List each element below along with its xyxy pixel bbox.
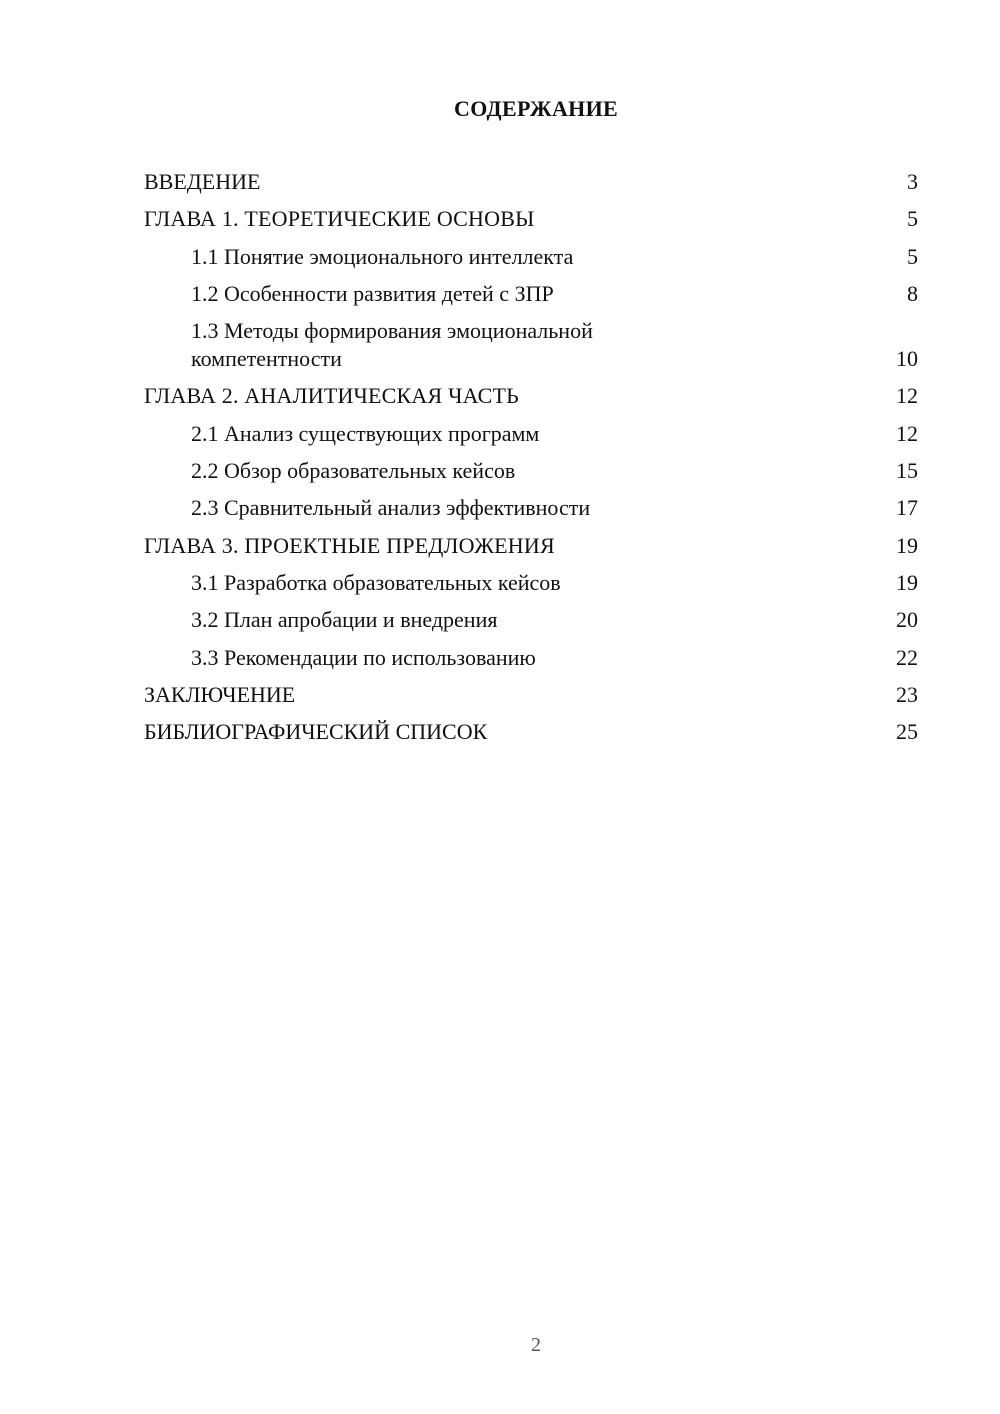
toc-entry-page: 10 (896, 346, 918, 372)
toc-entry-label: ВВЕДЕНИЕ (144, 169, 261, 194)
toc-entry-label: ГЛАВА 3. ПРОЕКТНЫЕ ПРЕДЛОЖЕНИЯ (144, 532, 555, 558)
toc-entry-page: 22 (896, 644, 918, 670)
toc-entry-chapter-2[interactable] (144, 382, 918, 410)
toc-entry-section-1-3[interactable] (144, 317, 918, 373)
toc-entry-page: 5 (907, 243, 918, 269)
toc-entry-label: 3.1 Разработка образовательных кейсов (191, 569, 561, 595)
toc-entry-chapter-3[interactable] (144, 532, 918, 560)
toc-entry-label: 2.3 Сравнительный анализ эффективности (191, 495, 591, 521)
toc-entry-section-1-1[interactable] (144, 243, 918, 271)
toc-entry-page: 15 (896, 458, 918, 484)
toc-entry-page: 25 (896, 719, 918, 745)
toc-entry-page: 23 (896, 681, 918, 707)
toc-entry-section-2-3[interactable] (144, 494, 918, 522)
toc-entry-label: 1.1 Понятие эмоционального интеллекта (191, 243, 574, 269)
toc-entry-label: ЗАКЛЮЧЕНИЕ (144, 681, 296, 707)
toc-entry-page: 17 (896, 495, 918, 521)
toc-entry-chapter-1[interactable] (144, 205, 918, 233)
toc-entry-label: ГЛАВА 2. АНАЛИТИЧЕСКАЯ ЧАСТЬ (144, 383, 519, 409)
toc-entry-page: 12 (896, 420, 918, 446)
toc-entry-page: 8 (907, 280, 918, 306)
toc-entry-page: 12 (896, 383, 918, 409)
toc-entry-section-3-3[interactable] (144, 644, 918, 672)
toc-entry-page: 3 (907, 169, 918, 194)
toc-entry-conclusion[interactable] (144, 681, 918, 709)
toc-entry-label: 3.3 Рекомендации по использованию (191, 644, 536, 670)
toc-entry-section-2-2[interactable] (144, 457, 918, 485)
toc-entry-introduction[interactable] (144, 168, 918, 196)
toc-entry-section-2-1[interactable] (144, 420, 918, 448)
toc-entry-section-3-1[interactable] (144, 569, 918, 597)
toc-entry-bibliography[interactable] (144, 718, 918, 746)
page-number: 2 (531, 1334, 541, 1356)
toc-entry-label: 1.2 Особенности развития детей с ЗПР (191, 280, 554, 306)
toc-entry-label: 2.2 Обзор образовательных кейсов (191, 458, 516, 484)
toc-entry-label: БИБЛИОГРАФИЧЕСКИЙ СПИСОК (144, 719, 488, 745)
toc-entry-page: 19 (896, 569, 918, 595)
toc-entry-label: 2.1 Анализ существующих программ (191, 420, 540, 446)
toc-entry-label: 3.2 План апробации и внедрения (191, 607, 498, 633)
toc-entry-section-1-2[interactable] (144, 280, 918, 308)
toc-entry-label: ГЛАВА 1. ТЕОРЕТИЧЕСКИЕ ОСНОВЫ (144, 206, 535, 232)
toc-entry-page: 5 (907, 206, 918, 232)
toc-title: СОДЕРЖАНИЕ (454, 96, 618, 121)
toc-entry-page: 20 (896, 607, 918, 633)
table-of-contents (144, 168, 918, 755)
toc-entry-label: 1.3 Методы формирования эмоциональной компетентности (191, 318, 593, 372)
toc-entry-section-3-2[interactable] (144, 606, 918, 634)
toc-entry-page: 19 (896, 532, 918, 558)
